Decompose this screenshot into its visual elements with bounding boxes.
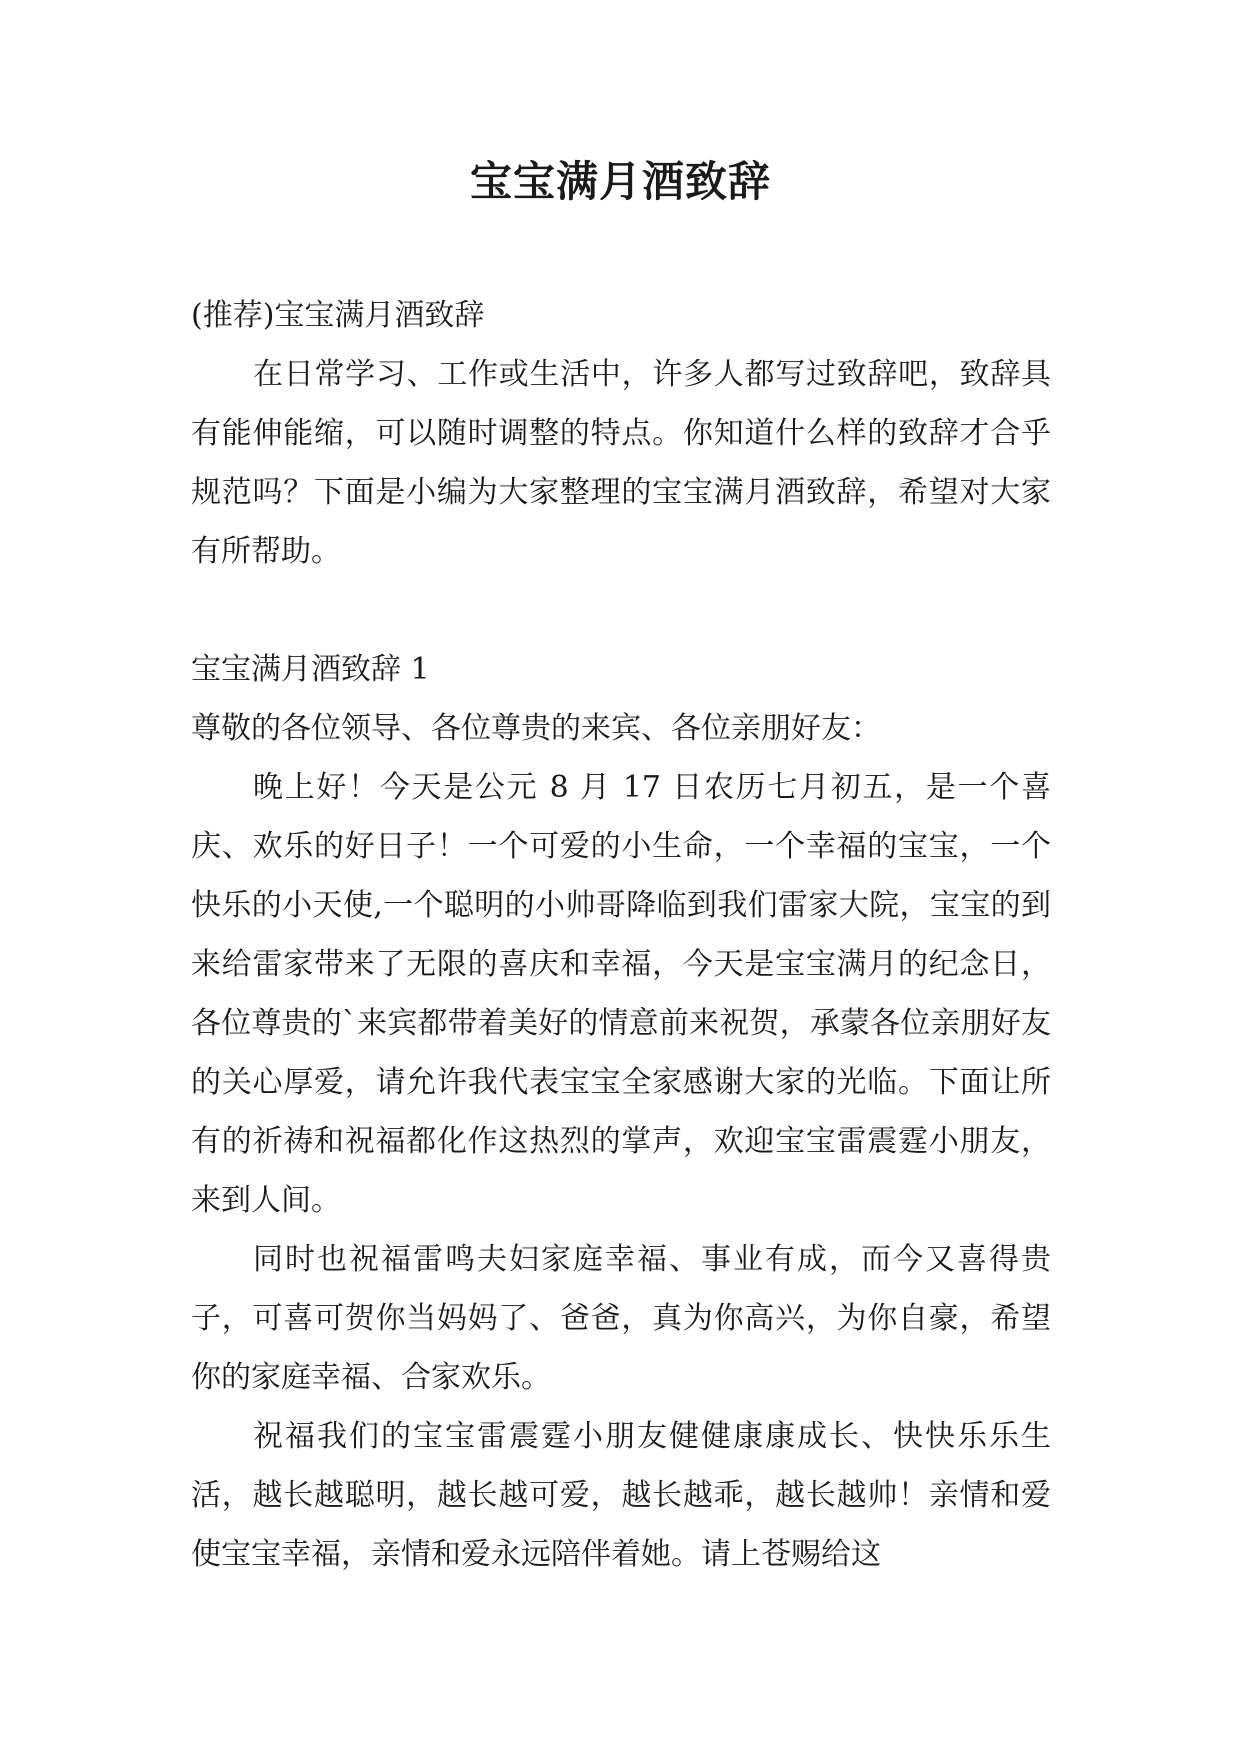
body-paragraph-3: 祝福我们的宝宝雷震霆小朋友健健康康成长、快快乐乐生活，越长越聪明，越长越可爱，越长越乖，越长越帅！亲情和爱使宝宝幸福，亲情和爱永远陪伴着她。请上苍赐给这 — [191, 1419, 1051, 1572]
salutation: 尊敬的各位领导、各位尊贵的来宾、各位亲朋好友： — [191, 711, 881, 746]
document-subtitle: (推荐)宝宝满月酒致辞 — [191, 298, 485, 333]
section-heading: 宝宝满月酒致辞 1 — [191, 652, 430, 687]
body-paragraph-2: 同时也祝福雷鸣夫妇家庭幸福、事业有成，而今又喜得贵子，可喜可贺你当妈妈了、爸爸，真为你高兴，为你自豪，希望你的家庭幸福、合家欢乐。 — [191, 1242, 1051, 1395]
document-body — [191, 286, 1051, 1584]
intro-paragraph: 在日常学习、工作或生活中，许多人都写过致辞吧，致辞具有能伸能缩，可以随时调整的特点。你知道什么样的致辞才合乎规范吗？下面是小编为大家整理的宝宝满月酒致辞，希望对大家有所帮助。 — [191, 357, 1051, 569]
body-paragraph-1: 晚上好！今天是公元 8 月 17 日农历七月初五，是一个喜庆、欢乐的好日子！一个可爱的小生命，一个幸福的宝宝，一个快乐的小天使,一个聪明的小帅哥降临到我们雷家大院，宝宝的到来给雷家带来了无限的喜庆和幸福，今天是宝宝满月的纪念日，各位尊贵的`来宾都带着美好的情意前来祝贺，承蒙各位亲朋好友的关心厚爱，请允许我代表宝宝全家感谢大家的光临。下面让所有的祈祷和祝福都化作这热烈的掌声，欢迎宝宝雷震霆小朋友，来到人间。 — [191, 770, 1051, 1218]
paragraph-spacer — [191, 581, 1051, 640]
document-title: 宝宝满月酒致辞 — [469, 157, 771, 206]
